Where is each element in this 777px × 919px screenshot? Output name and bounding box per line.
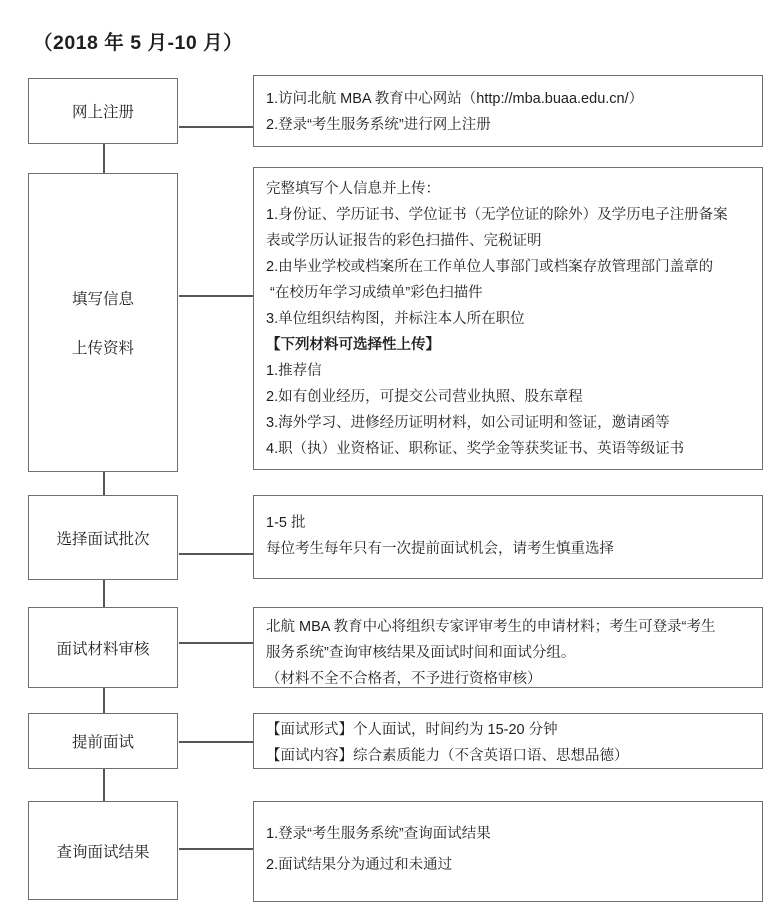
- step-label: 填写信息: [71, 291, 134, 308]
- connector-horizontal-2: [179, 295, 253, 297]
- connector-horizontal-1: [179, 126, 253, 128]
- detail-line: 1-5 批: [266, 515, 306, 531]
- step-detail-box-early-interview: [253, 713, 763, 769]
- step-label: 查询面试结果: [56, 843, 150, 861]
- connector-vertical-5: [103, 769, 105, 801]
- detail-line: （材料不全不合格者，不予进行资格审核）: [266, 671, 542, 687]
- detail-line: “在校历年学习成绩单”彩色扫描件: [266, 285, 483, 301]
- step-detail-box-interview-material-review: [253, 607, 763, 688]
- detail-line: 完整填写个人信息并上传：: [266, 181, 440, 197]
- step-detail-box-fill-info-upload-materials: [253, 167, 763, 470]
- detail-line: 1.访问北航 MBA 教育中心网站（http://mba.buaa.edu.cn/）: [266, 91, 644, 107]
- step-label-line2: 上传资料: [71, 340, 134, 357]
- step-box-online-registration: [28, 78, 178, 144]
- page-title: （2018 年 5 月-10 月）: [33, 32, 244, 54]
- step-box-interview-material-review: [28, 607, 178, 688]
- step-box-choose-interview-batch: [28, 495, 178, 580]
- step-detail-box-choose-interview-batch: [253, 495, 763, 579]
- connector-horizontal-4: [179, 642, 253, 644]
- connector-vertical-3: [103, 580, 105, 607]
- detail-line: 2.如有创业经历，可提交公司营业执照、股东章程: [266, 389, 583, 405]
- detail-line: 服务系统”查询审核结果及面试时间和面试分组。: [266, 645, 576, 661]
- connector-horizontal-6: [179, 848, 253, 850]
- step-label: 网上注册: [71, 104, 134, 121]
- detail-line: 表或学历认证报告的彩色扫描件、完税证明: [266, 233, 542, 249]
- detail-line: 北航 MBA 教育中心将组织专家评审考生的申请材料；考生可登录“考生: [266, 619, 716, 635]
- detail-line: 【面试形式】个人面试，时间约为 15-20 分钟: [266, 722, 558, 738]
- connector-vertical-1: [103, 144, 105, 173]
- detail-line: 2.登录“考生服务系统”进行网上注册: [266, 117, 491, 133]
- step-detail-box-online-registration: [253, 75, 763, 147]
- step-box-query-interview-result: [28, 801, 178, 900]
- detail-line: 1.身份证、学历证书、学位证书（无学位证的除外）及学历电子注册备案: [266, 207, 728, 223]
- detail-line: 3.海外学习、进修经历证明材料，如公司证明和签证，邀请函等: [266, 415, 670, 431]
- step-box-fill-info-upload-materials: [28, 173, 178, 472]
- detail-line-optional-materials-heading: 【下列材料可选择性上传】: [266, 337, 440, 353]
- step-label: 提前面试: [71, 734, 134, 751]
- connector-vertical-2: [103, 472, 105, 495]
- step-label: 面试材料审核: [56, 640, 150, 658]
- step-label: 选择面试批次: [56, 530, 150, 548]
- detail-line: 每位考生每年只有一次提前面试机会，请考生慎重选择: [266, 541, 614, 557]
- connector-horizontal-3: [179, 553, 253, 555]
- detail-line: 3.单位组织结构图，并标注本人所在职位: [266, 311, 525, 327]
- connector-vertical-4: [103, 688, 105, 713]
- detail-line: 2.由毕业学校或档案所在工作单位人事部门或档案存放管理部门盖章的: [266, 259, 714, 275]
- detail-line: 1.推荐信: [266, 363, 322, 379]
- detail-line: 1.登录“考生服务系统”查询面试结果: [266, 826, 491, 842]
- detail-line: 4.职（执）业资格证、职称证、奖学金等获奖证书、英语等级证书: [266, 441, 685, 457]
- connector-horizontal-5: [179, 741, 253, 743]
- detail-line: 2.面试结果分为通过和未通过: [266, 857, 453, 873]
- step-detail-box-query-interview-result: [253, 801, 763, 902]
- step-box-early-interview: [28, 713, 178, 769]
- detail-line: 【面试内容】综合素质能力（不含英语口语、思想品德）: [266, 748, 629, 764]
